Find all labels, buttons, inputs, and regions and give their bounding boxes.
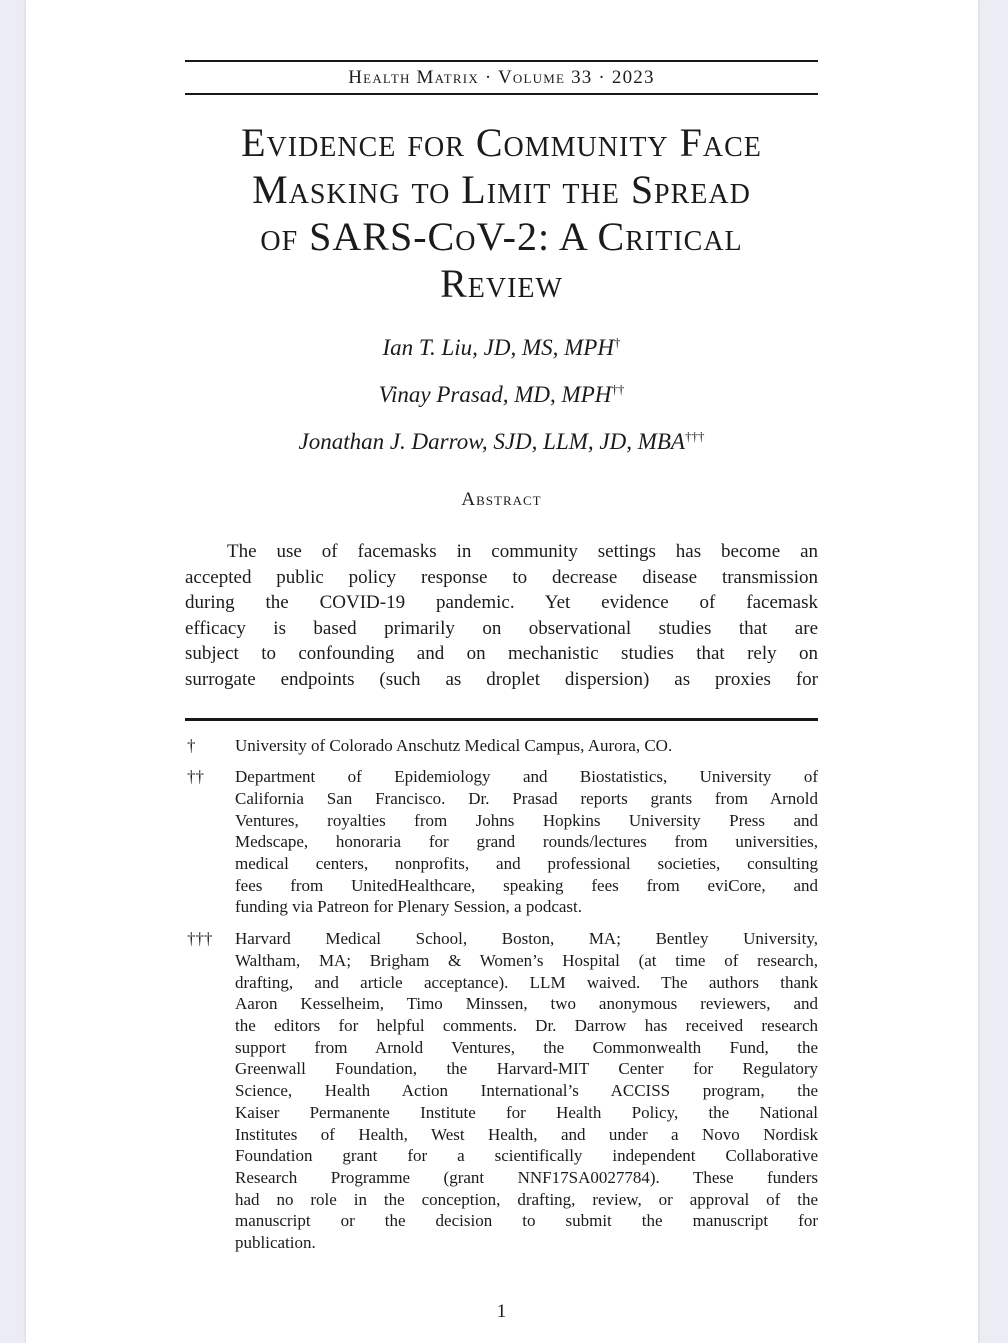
text-line: Institutes of Health, West Health, and under a Novo Nordisk bbox=[235, 1124, 818, 1144]
footnote bbox=[185, 766, 818, 918]
text-line: Waltham, MA; Brigham & Women’s Hospital (at time of research, bbox=[235, 950, 818, 970]
article-title-line: Review bbox=[440, 261, 563, 306]
text-line: Medscape, honoraria for grand rounds/lectures from universities, bbox=[235, 832, 818, 852]
footnote bbox=[185, 735, 818, 757]
author-line bbox=[185, 371, 818, 418]
abstract-text bbox=[185, 539, 818, 693]
text-line: surrogate endpoints (such as droplet dispersion) as proxies for bbox=[185, 668, 818, 690]
text-line: Research Programme (grant NNF17SA0027784). These funders bbox=[235, 1167, 818, 1187]
footnote-text bbox=[235, 766, 818, 918]
footnote-text bbox=[235, 928, 818, 1254]
author-line bbox=[185, 418, 818, 465]
author-name: Vinay Prasad, MD, MPH bbox=[378, 382, 612, 407]
footnote-symbol: ††† bbox=[187, 929, 213, 949]
journal-running-head: Health Matrix · Volume 33 · 2023 bbox=[348, 67, 655, 88]
author-name: Jonathan J. Darrow, SJD, LLM, JD, MBA bbox=[298, 429, 685, 454]
author-footnote-mark: †† bbox=[611, 381, 625, 397]
footnote-symbol: †† bbox=[187, 767, 204, 787]
footnote-text bbox=[235, 735, 818, 757]
text-line: Science, Health Action International’s ACCISS program, the bbox=[235, 1081, 818, 1101]
footnote-section bbox=[185, 735, 818, 1254]
text-line: Harvard Medical School, Boston, MA; Bentley University, bbox=[235, 929, 818, 949]
text-line: manuscript or the decision to submit the manuscript for bbox=[235, 1211, 818, 1231]
text-line: fees from UnitedHealthcare, speaking fees from eviCore, and bbox=[235, 875, 818, 895]
document-page bbox=[26, 0, 978, 1343]
text-line: had no role in the conception, drafting, review, or approval of the bbox=[235, 1189, 818, 1209]
footnote-separator-rule bbox=[185, 718, 818, 721]
header-rule-bottom bbox=[185, 93, 818, 95]
page-content bbox=[26, 60, 978, 1324]
text-line: the editors for helpful comments. Dr. Darrow has received research bbox=[235, 1016, 818, 1035]
text-line: accepted public policy response to decrease disease transmission bbox=[185, 566, 818, 588]
text-line: The use of facemasks in community settings has become an bbox=[227, 541, 818, 562]
footnote bbox=[185, 928, 818, 1254]
text-line: during the COVID-19 pandemic. Yet evidence of facemask bbox=[185, 592, 818, 614]
text-line: University of Colorado Anschutz Medical Campus, Aurora, CO. bbox=[235, 735, 673, 755]
text-line: Department of Epidemiology and Biostatistics, University of bbox=[235, 767, 818, 787]
text-line: funding via Patreon for Plenary Session, a podcast. bbox=[235, 897, 583, 917]
author-footnote-mark: † bbox=[613, 334, 621, 350]
author-footnote-mark: ††† bbox=[685, 428, 705, 444]
article-title-line: Masking to Limit the Spread bbox=[252, 167, 751, 212]
text-line: subject to confounding and on mechanistic studies that rely on bbox=[185, 643, 818, 665]
text-line: publication. bbox=[235, 1233, 316, 1253]
text-line: support from Arnold Ventures, the Commonwealth Fund, the bbox=[235, 1037, 818, 1057]
author-line bbox=[185, 324, 818, 371]
text-line: Ventures, royalties from Johns Hopkins University Press and bbox=[235, 810, 818, 830]
article-title-line: Evidence for Community Face bbox=[241, 120, 762, 165]
text-line: medical centers, nonprofits, and professional societies, consulting bbox=[235, 854, 818, 874]
text-line: efficacy is based primarily on observational studies that are bbox=[185, 617, 818, 639]
text-line: California San Francisco. Dr. Prasad reports grants from Arnold bbox=[235, 788, 818, 808]
page-number: 1 bbox=[496, 1300, 507, 1322]
text-line: Aaron Kesselheim, Timo Minssen, two anonymous reviewers, and bbox=[235, 994, 818, 1014]
footnote-symbol: † bbox=[187, 735, 196, 755]
text-line: Greenwall Foundation, the Harvard-MIT Center for Regulatory bbox=[235, 1059, 818, 1079]
text-line: Foundation grant for a scientifically independent Collaborative bbox=[235, 1146, 818, 1166]
author-name: Ian T. Liu, JD, MS, MPH bbox=[382, 335, 614, 360]
article-title-line: of SARS-CoV-2: A Critical bbox=[260, 214, 743, 259]
author-list bbox=[185, 324, 818, 465]
text-line: Kaiser Permanente Institute for Health Policy, the National bbox=[235, 1102, 818, 1122]
article-title bbox=[185, 119, 818, 307]
text-line: drafting, and article acceptance). LLM waived. The authors thank bbox=[235, 972, 818, 992]
abstract-heading: Abstract bbox=[461, 489, 542, 510]
